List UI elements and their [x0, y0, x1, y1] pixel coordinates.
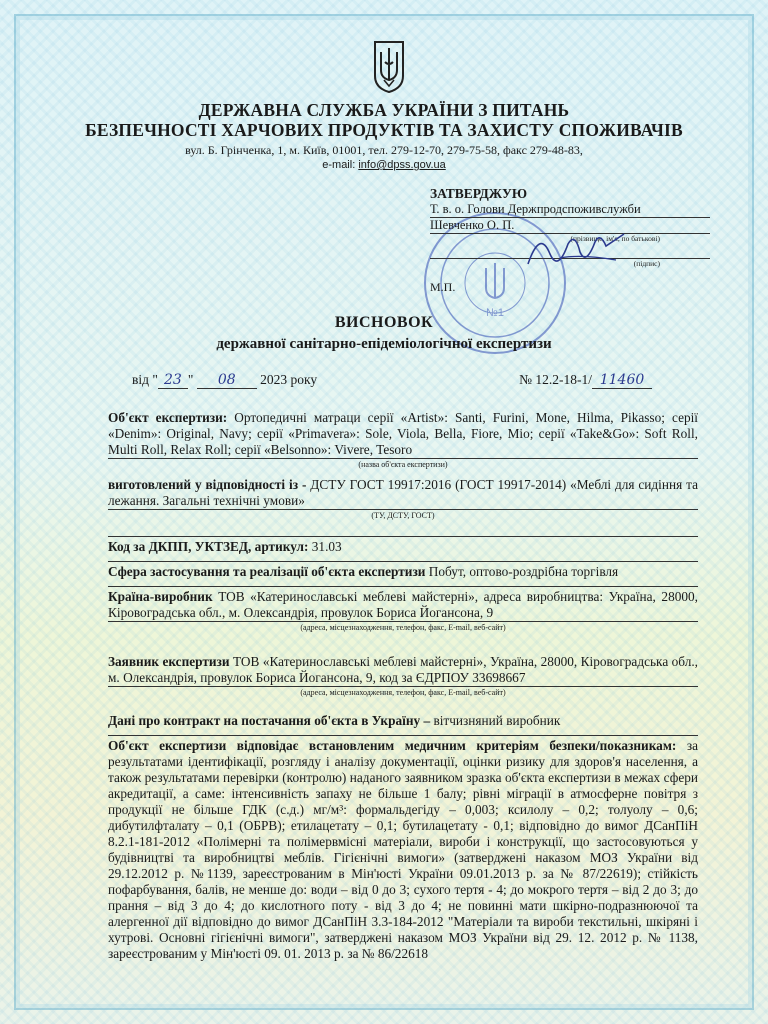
object-label: Об'єкт експертизи:: [108, 410, 228, 425]
manufactured-hint: (ТУ, ДСТУ, ГОСТ): [108, 509, 698, 522]
manufactured-label: виготовлений у відповідності із -: [108, 477, 307, 492]
handwritten-signature-icon: [520, 224, 630, 274]
org-address: вул. Б. Грінченка, 1, м. Київ, 01001, тел. 279-12-70, 279-75-58, факс 279-48-83,: [185, 143, 583, 157]
approval-title: ЗАТВЕРДЖУЮ: [430, 186, 528, 201]
contract-label: Дані про контракт на постачання об'єкта в Україну –: [108, 713, 431, 728]
scope-section: [108, 561, 698, 580]
criteria-text: за результатами ідентифікації, розгляду і аналізу документації, оцінки ризику для здоров'я населення, а також результатами перевірки (контролю) наданого заявником зразка об'єкта експертизи в межах сфери акредитації, а саме: інтенсивність запаху не більше 1 балу; рівні міграції в атмосферне повітря з продукції не більше ГДК (с.д.) мг/м³: формальдегіду – 0,003; ксилолу – 0,2; толуолу – 0,6; дибутилфталату – 0,1 (ОБРВ); етилацетату – 0,1; бутилацетату - 0,1; відповідно до вимог ДСанПіН 8.2.1-181-2012 «Полімерні та полімервмісні матеріали, вироби і конструкції, що застосовуються у будівництві та виробництві меблів. Гігієнічні вимоги» (затверджені наказом МОЗ України від 29.12.2012 р. №1139, зареєстрованим в Мін'юсті України 09.01.2013 р. за № 87/22619); стійкість пофарбування, балів, не менше до: води – від 0 до 3; сухого тертя - 4; до мокрого тертя – від 2 до 3; до прання – від 3 до 4; до кислотного поту - від 3 до 4; не повинні мати шкірно-подразнюючої та алергенної дії відповідно до вимог ДСанПіН 3.3-184-2012 "Матеріали та вироби текстильні, шкіряні і хутрові. Основні гігієнічні вимоги", затверджені наказом МОЗ України від 29. 12. 2012 р. № 1138, зареєстрованим у Мін'юсті 09. 01. 2013 р. за № 86/22618: [108, 738, 698, 961]
country-hint: (адреса, місцезнаходження, телефон, факс, E-mail, веб-сайт): [108, 621, 698, 634]
scope-label: Сфера застосування та реалізації об'єкта експертизи: [108, 564, 426, 579]
country-section: [108, 586, 698, 621]
approval-sign-hint: (підпис): [633, 259, 660, 268]
org-name-line1: ДЕРЖАВНА СЛУЖБА УКРАЇНИ З ПИТАНЬ: [198, 100, 570, 120]
approval-position: Т. в. о. Голови Держпродспоживслужби: [430, 202, 710, 218]
approval-name-hint: (прізвище, ім'я, по батькові): [570, 234, 660, 243]
document-title: ВИСНОВОК: [334, 314, 434, 331]
object-text: Ортопедичні матраци серії «Artist»: Santi, Furini, Mone, Hilma, Pikasso; серії «Denim»: Original, Navy; серії «Primavera»: Sole, Viola, Bella, Fiore, Mio; серії «Take&Go»: Soft Roll, Multi Roll, Relax Roll; серії «Belsonno»: Vivere, Tesoro: [108, 410, 699, 457]
scope-value: Побут, оптово-роздрібна торгівля: [428, 564, 619, 579]
seal-place-label: М.П.: [430, 280, 456, 294]
organization-header: [0, 100, 768, 173]
number-prefix: № 12.2-18-1/: [519, 372, 592, 387]
manufactured-section: [108, 477, 698, 509]
certificate-body: [108, 404, 698, 962]
org-name-line2: БЕЗПЕЧНОСТІ ХАРЧОВИХ ПРОДУКТІВ ТА ЗАХИСТУ СПОЖИВАЧІВ: [85, 120, 683, 140]
code-section: [108, 536, 698, 555]
contract-value: вітчизняний виробник: [433, 713, 561, 728]
date-prefix: від ": [132, 372, 158, 387]
date-day: 23: [158, 372, 188, 389]
org-email-row: [0, 158, 768, 173]
code-label: Код за ДКПП, УКТЗЕД, артикул:: [108, 539, 309, 554]
number-value: 11460: [592, 372, 652, 389]
date-month: 08: [197, 372, 257, 389]
document-subtitle: державної санітарно-епідеміологічної експертизи: [216, 336, 552, 352]
object-section: [108, 410, 698, 458]
code-value: 31.03: [311, 539, 342, 554]
applicant-hint: (адреса, місцезнаходження, телефон, факс, E-mail, веб-сайт): [108, 686, 698, 699]
criteria-section: [108, 735, 698, 962]
applicant-label: Заявник експертизи: [108, 654, 230, 669]
document-number: [519, 372, 652, 389]
date-quote: ": [187, 372, 194, 387]
applicant-section: [108, 654, 698, 686]
country-text: ТОВ «Катеринославські меблеві майстерні», адреса виробництва: Україна, 28000, Кіровоградська обл., м. Олександрія, провулок Бориса Йогансона, 9: [108, 589, 698, 620]
approval-name: Шевченко О. П.: [430, 218, 710, 234]
contract-section: [108, 713, 698, 729]
date-year: 2023 року: [260, 372, 318, 387]
object-hint: (назва об'єкта експертизи): [108, 458, 698, 471]
criteria-label: Об'єкт експертизи відповідає встановленим медичним критеріям безпеки/показникам:: [108, 738, 677, 753]
document-title-block: [0, 314, 768, 353]
email-label: e-mail:: [322, 159, 356, 171]
document-date: [132, 372, 317, 389]
country-label: Країна-виробник: [108, 589, 213, 604]
email-link[interactable]: info@dpss.gov.ua: [358, 159, 446, 171]
applicant-text: ТОВ «Катеринославські меблеві майстерні», Україна, 28000, Кіровоградська обл., м. Олександрія, провулок Бориса Йогансона, 9, код за ЄДРПОУ 33698667: [108, 654, 699, 685]
stamp-number: №1: [486, 307, 504, 319]
trident-emblem-icon: [372, 40, 406, 94]
manufactured-text: ДСТУ ГОСТ 19917:2016 (ГОСТ 19917-2014) «Меблі для сидіння та лежання. Загальні технічні умови»: [108, 477, 699, 508]
